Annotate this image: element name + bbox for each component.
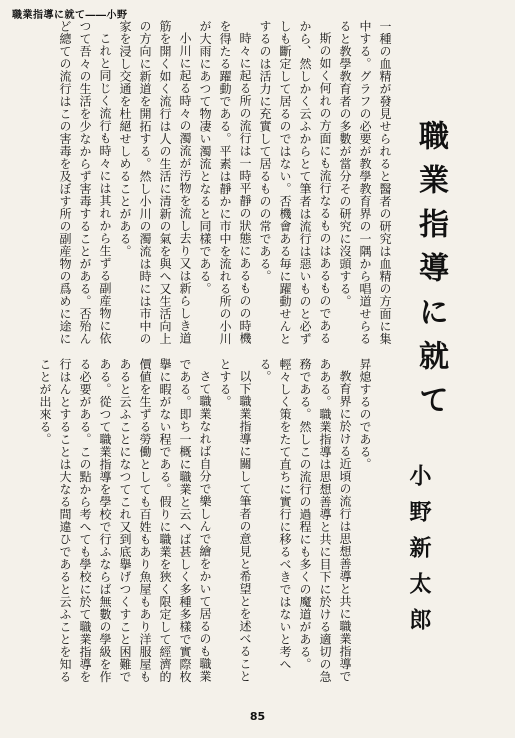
body-paragraph: 以下職業指導に關して筆者の意見と希望とを述べることとする。 — [218, 358, 252, 683]
body-paragraph: 時々に起る所の流行は一時平靜の狀態にあるものの時機を得たる躍動である。平素は靜かに市中を流れる所の小川が大雨にあつて物凄い濁流となると同樣である。 — [198, 20, 252, 345]
upper-text-block — [17, 20, 395, 345]
body-paragraph: 小川に起る時々の濁流が汚物を流し去り又は新らしき道筋を開く如く流行は人の生活に清新の氣を與へ又生活向上の方向に新道を開拓する。然し小川の濁流は時には市中の家を浸し交通を杜絕せしめることがある。 — [118, 20, 192, 345]
body-paragraph: 昇熄するのである。 — [358, 358, 372, 471]
lower-text-block — [38, 358, 375, 683]
article-title: 職業指導に就て — [413, 120, 448, 428]
body-paragraph: 一種の血精が發見せられると醫者の研究は血精の方面に集中する。グラフの必要が教學教育界の一隅から唱道せらるると教學教育者の多數が當分その研究に沒頭する。 — [338, 20, 392, 345]
page-number: 85 — [249, 710, 266, 723]
running-head: 職業指導に就て――小野 — [12, 10, 128, 21]
body-paragraph: さて職業なれば自分で樂しんで繪をかいて居るのも職業である。即ち一概に職業と云へば甚しく多種多樣で實際枚擧に暇がない程である。假りに職業を狹く限定して經濟的價値を生ずる勞働としても百姓もあり魚屋もあり洋服屋もあると云ふことになつてこれ又到底擧げつくすこと困難である。從つて職業指導を學校で行ふならば無數の學級を作る必要がある。この點から考へても學校に於て職業指導を行はんとすることは大なる間違ひであると云ふことを知ることが出來る。 — [38, 358, 212, 683]
body-paragraph: 教育界に於ける近頃の流行は思想善導と共に職業指導であある。職業指導は思想善導と共に目下に於ける適切の急務である。然しこの流行の過程にも多くの魔道がある。輕々しく策をたて直ちに實行に移るべきではないと考へる。 — [258, 358, 352, 683]
body-paragraph: これと同じく流行も時々には其れから生ずる副産物に依つて吾々の生活を少なからず害毒することがある。否殆んど總ての流行はこの害毒を及ぼす所の副産物の爲めに途に — [58, 20, 112, 345]
author-name: 小野新太郎 — [406, 464, 432, 644]
body-paragraph: 斯の如く何れの方面にも流行なるものはあるものであるから、然しかく云ふからとて筆者は流行は惡いものと必ずしも斷定して居るのではない。否機會ある毎に躍動せんとするのは活力に充實して居るものの常である。 — [258, 20, 332, 345]
